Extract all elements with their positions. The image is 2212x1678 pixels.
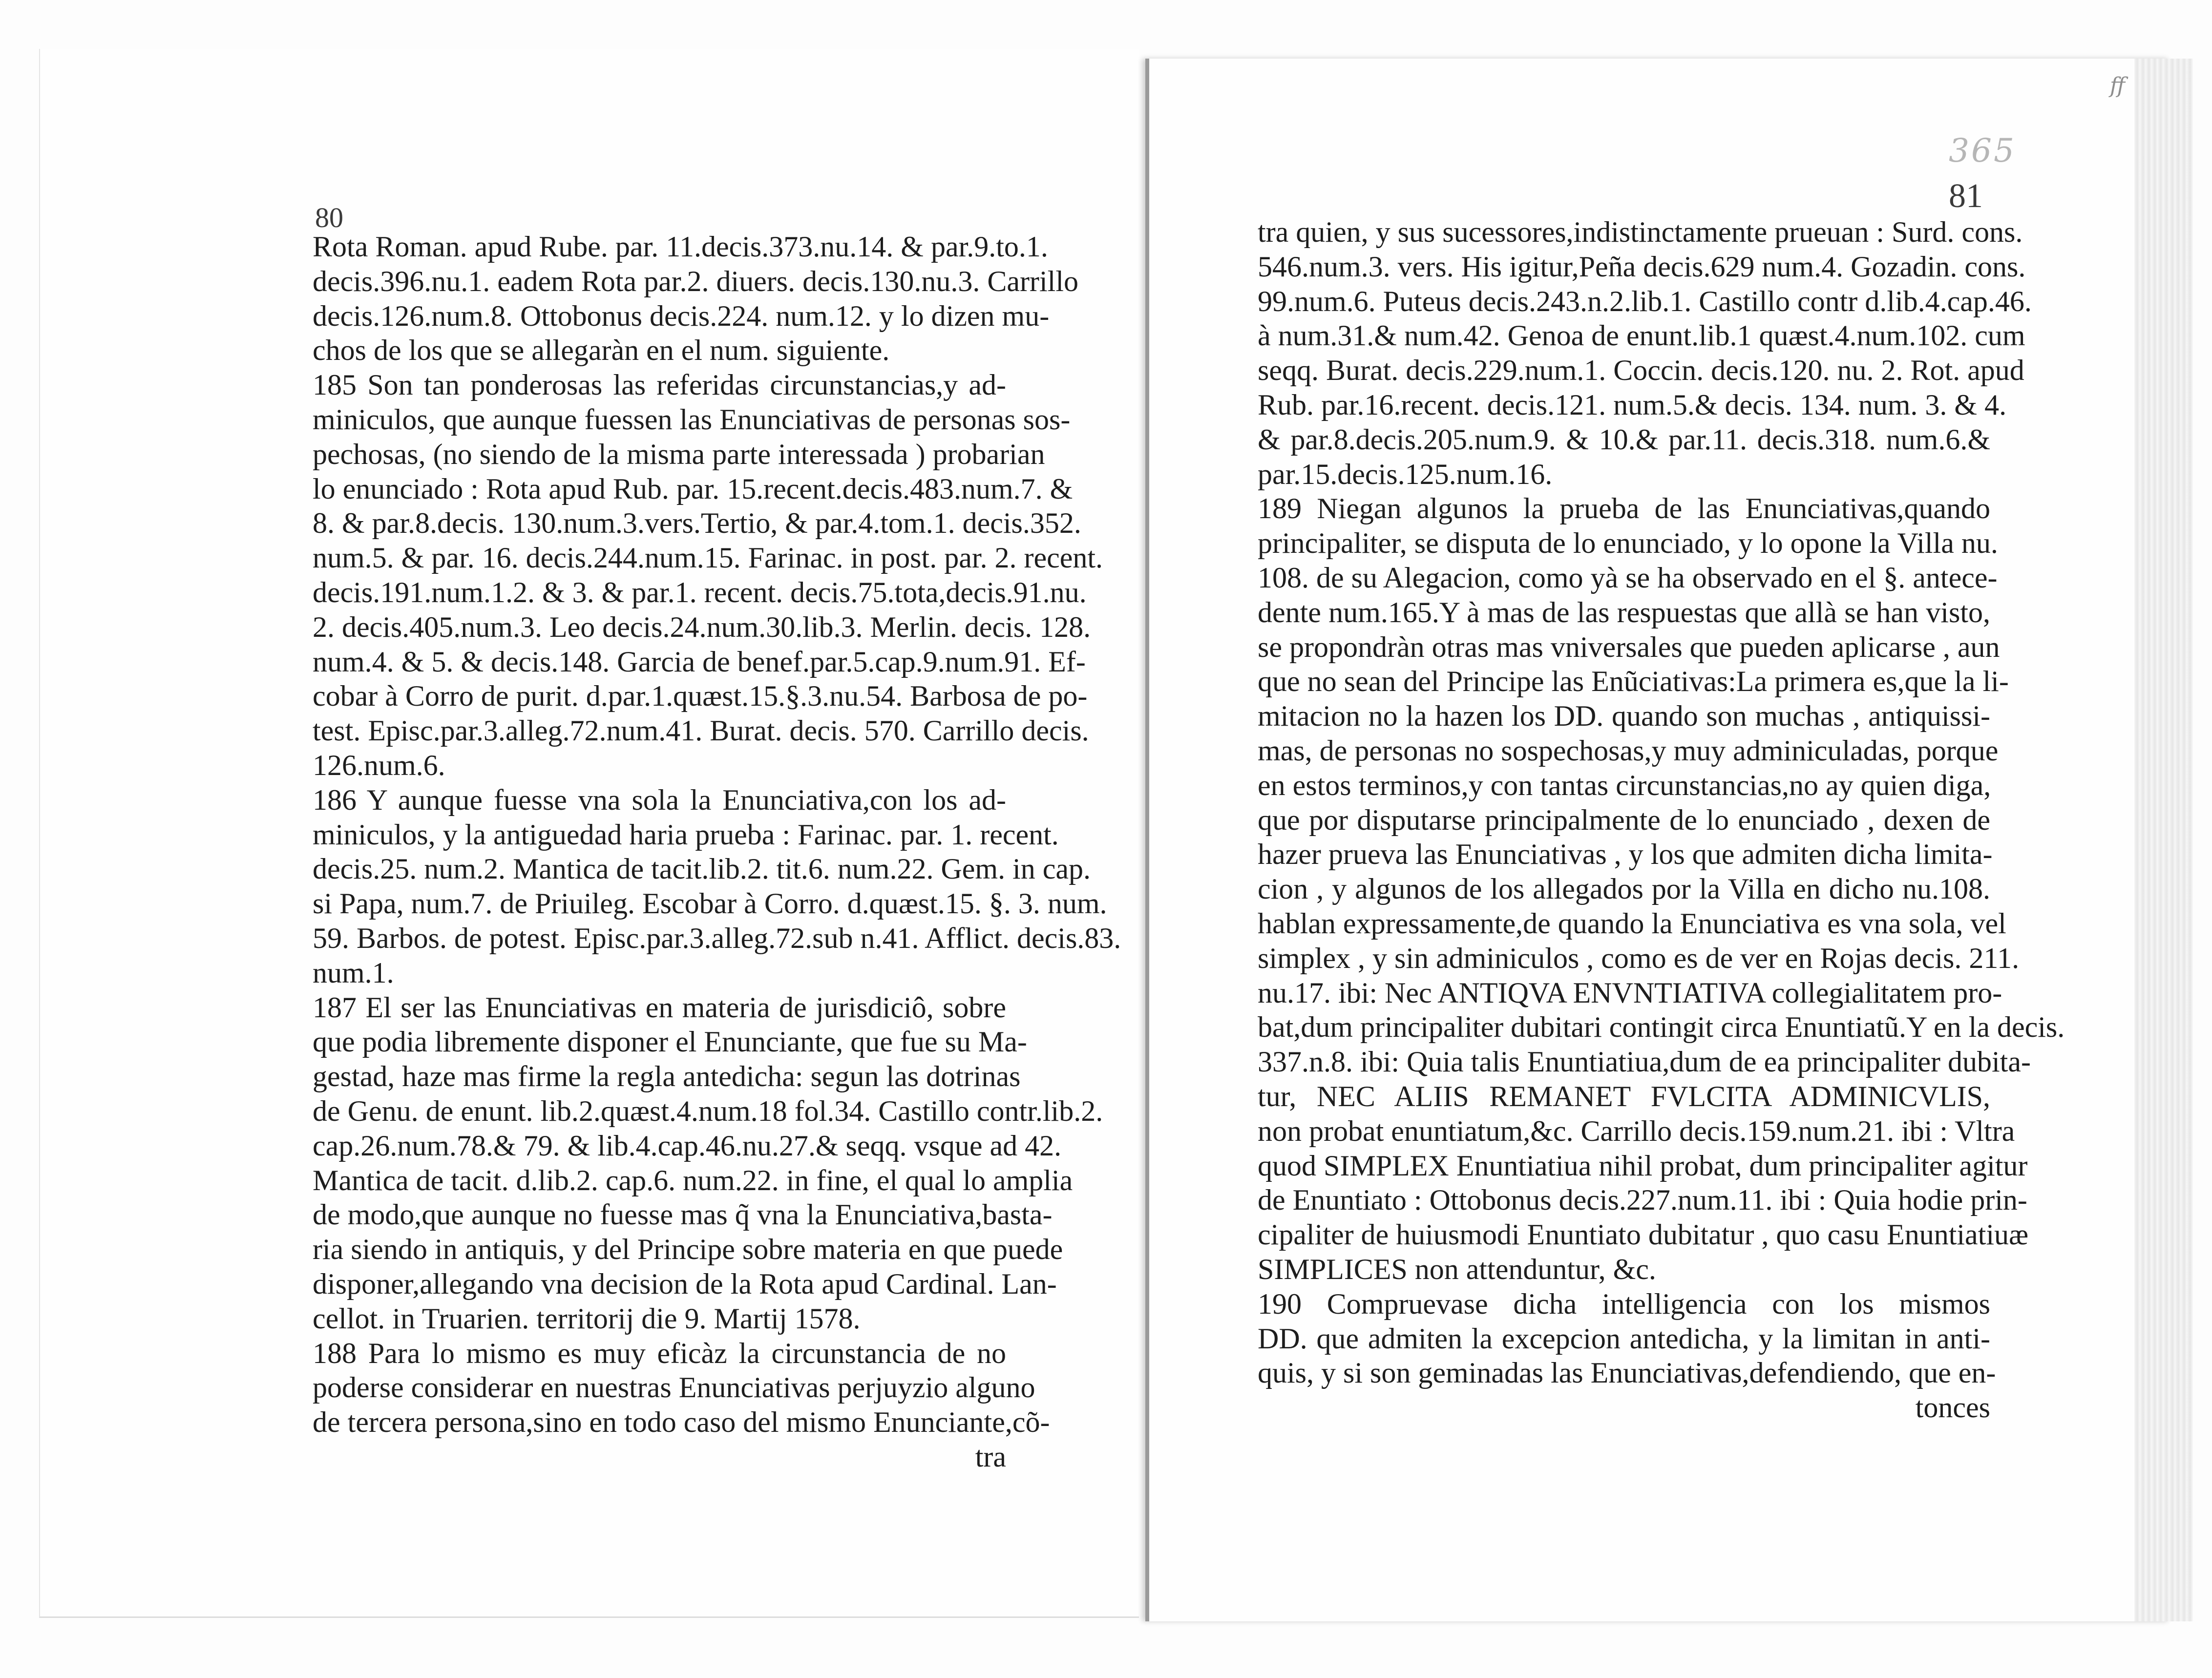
text-line: 186 Y aunque fuesse vna sola la Enunciativa,con los ad- — [313, 783, 1006, 816]
left-text-column — [313, 230, 1121, 1474]
text-line: en estos terminos,y con tantas circunstancias,no ay quien diga, — [1258, 769, 1991, 801]
text-line: principaliter, se disputa de lo enunciado, y lo opone la Villa nu. — [1258, 527, 1998, 560]
text-line: disponer,allegando vna decision de la Rota apud Cardinal. Lan- — [313, 1267, 1057, 1300]
text-line: mitacion no la hazen los DD. quando son muchas , antiquissi- — [1258, 700, 1990, 733]
text-line: tonces — [1915, 1391, 1990, 1424]
text-line: ria siendo in antiquis, y del Principe sobre materia en que puede — [313, 1233, 1063, 1266]
text-line: num.1. — [313, 956, 394, 989]
text-line: hazer prueva las Enunciativas , y los que admiten dicha limita- — [1258, 838, 1993, 871]
text-line: dente num.165.Y à mas de las respuestas que allà se han visto, — [1258, 596, 1990, 629]
text-line: 337.n.8. ibi: Quia talis Enuntiatiua,dum de ea principaliter dubita- — [1258, 1046, 2031, 1078]
text-line: 546.num.3. vers. His igitur,Peña decis.629 num.4. Gozadin. cons. — [1258, 250, 2026, 283]
text-line: decis.396.nu.1. eadem Rota par.2. diuers. decis.130.nu.3. Carrillo — [313, 265, 1078, 297]
text-line: de Enuntiato : Ottobonus decis.227.num.11. ibi : Quia hodie prin- — [1258, 1184, 2027, 1217]
text-line: tra — [975, 1440, 1006, 1473]
text-line: de Genu. de enunt. lib.2.quæst.4.num.18 fol.34. Castillo contr.lib.2. — [313, 1094, 1103, 1127]
text-line: cobar à Corro de purit. d.par.1.quæst.15.§.3.nu.54. Barbosa de po- — [313, 680, 1088, 713]
text-line: à num.31.& num.42. Genoa de enunt.lib.1 quæst.4.num.102. cum — [1258, 319, 2025, 352]
text-line: hablan expressamente,de quando la Enunciativa es vna sola, vel — [1258, 907, 2006, 940]
text-line: 185 Son tan ponderosas las referidas circunstancias,y ad- — [313, 369, 1006, 401]
text-line: cap.26.num.78.& 79. & lib.4.cap.46.nu.27.& seqq. vsque ad 42. — [313, 1129, 1062, 1162]
text-line: nu.17. ibi: Nec ANTIQVA ENVNTIATIVA collegialitatem pro- — [1258, 976, 2002, 1009]
left-page-number: 80 — [315, 202, 343, 233]
text-line: miniculos, que aunque fuessen las Enunciativas de personas sos- — [313, 403, 1071, 436]
text-line: 59. Barbos. de potest. Episc.par.3.alleg.72.sub n.41. Afflict. decis.83. — [313, 922, 1121, 954]
text-line: test. Episc.par.3.alleg.72.num.41. Burat. decis. 570. Carrillo decis. — [313, 714, 1089, 747]
text-line: num.4. & 5. & decis.148. Garcia de benef.par.5.cap.9.num.91. Ef- — [313, 645, 1086, 678]
text-line: 108. de su Alegacion, como yà se ha observado en el §. antece- — [1258, 561, 1998, 594]
right-text-column — [1258, 215, 2065, 1425]
handwritten-folio-number: 365 — [1949, 132, 2016, 169]
text-line: 188 Para lo mismo es muy eficàz la circunstancia de no — [313, 1337, 1006, 1369]
text-line: 99.num.6. Puteus decis.243.n.2.lib.1. Castillo contr d.lib.4.cap.46. — [1258, 285, 2032, 317]
text-line: cellot. in Truarien. territorij die 9. Martij 1578. — [313, 1302, 861, 1335]
text-line: decis.191.num.1.2. & 3. & par.1. recent. decis.75.tota,decis.91.nu. — [313, 576, 1087, 608]
text-line: seqq. Burat. decis.229.num.1. Coccin. decis.120. nu. 2. Rot. apud — [1258, 354, 2024, 387]
text-line: miniculos, y la antiguedad haria prueba : Farinac. par. 1. recent. — [313, 818, 1059, 851]
text-line: que no sean del Principe las Enũciativas:La primera es,que la li- — [1258, 665, 2009, 698]
text-line: tra quien, y sus sucessores,indistinctamente prueuan : Surd. cons. — [1258, 216, 2023, 248]
text-line: quis, y si son geminadas las Enunciativas,defendiendo, que en- — [1258, 1357, 1996, 1389]
text-line: 126.num.6. — [313, 749, 445, 781]
text-line: simplex , y sin adminiculos , como es de ver en Rojas decis. 211. — [1258, 942, 2020, 974]
text-line: que por disputarse principalmente de lo enunciado , dexen de — [1258, 803, 1990, 836]
text-line: si Papa, num.7. de Priuileg. Escobar à Corro. d.quæst.15. §. 3. num. — [313, 887, 1107, 920]
text-line: se propondràn otras mas vniversales que pueden aplicarse , aun — [1258, 630, 2000, 663]
text-line: & par.8.decis.205.num.9. & 10.& par.11. decis.318. num.6.& — [1258, 423, 1990, 456]
text-line: que podia libremente disponer el Enunciante, que fue su Ma- — [313, 1026, 1027, 1058]
text-line: num.5. & par. 16. decis.244.num.15. Farinac. in post. par. 2. recent. — [313, 542, 1103, 574]
text-line: tur, NEC ALIIS REMANET FVLCITA ADMINICVLIS, — [1258, 1080, 1990, 1112]
text-line: quod SIMPLEX Enuntiatiua nihil probat, dum principaliter agitur — [1258, 1149, 2028, 1182]
text-line: mas, de personas no sospechosas,y muy adminiculadas, porque — [1258, 734, 1999, 767]
text-line: Rub. par.16.recent. decis.121. num.5.& decis. 134. num. 3. & 4. — [1258, 388, 2007, 421]
text-line: decis.25. num.2. Mantica de tacit.lib.2. tit.6. num.22. Gem. in cap. — [313, 853, 1091, 885]
text-line: non probat enuntiatum,&c. Carrillo decis.159.num.21. ibi : Vltra — [1258, 1114, 2015, 1147]
text-line: DD. que admiten la excepcion antedicha, y la limitan in anti- — [1258, 1322, 1990, 1355]
text-line: gestad, haze mas firme la regla antedicha: segun las dotrinas — [313, 1060, 1021, 1093]
text-line: 2. decis.405.num.3. Leo decis.24.num.30.lib.3. Merlin. decis. 128. — [313, 610, 1091, 643]
text-line: bat,dum principaliter dubitari contingit circa Enuntiatũ.Y en la decis. — [1258, 1011, 2065, 1044]
text-line: 8. & par.8.decis. 130.num.3.vers.Tertio, & par.4.tom.1. decis.352. — [313, 507, 1081, 540]
text-line: de tercera persona,sino en todo caso del mismo Enunciante,cõ- — [313, 1406, 1050, 1439]
text-line: cion , y algunos de los allegados por la Villa en dicho nu.108. — [1258, 873, 1990, 905]
text-line: lo enunciado : Rota apud Rub. par. 15.recent.decis.483.num.7. & — [313, 472, 1073, 505]
text-line: 189 Niegan algunos la prueba de las Enunciativas,quando — [1258, 492, 1990, 525]
text-line: par.15.decis.125.num.16. — [1258, 458, 1553, 490]
right-page-number: 81 — [1949, 177, 1983, 215]
text-line: decis.126.num.8. Ottobonus decis.224. num.12. y lo dizen mu- — [313, 299, 1050, 332]
text-line: SIMPLICES non attenduntur, &c. — [1258, 1253, 1656, 1285]
page-edge-stack — [2134, 59, 2193, 1621]
text-line: 190 Compruevase dicha intelligencia con los mismos — [1258, 1287, 1990, 1320]
text-line: chos de los que se allegaràn en el num. siguiente. — [313, 334, 890, 367]
text-line: cipaliter de huiusmodi Enuntiato dubitatur , quo casu Enuntiatiuæ — [1258, 1218, 2029, 1251]
text-line: 187 El ser las Enunciativas en materia de jurisdiciô, sobre — [313, 991, 1006, 1024]
text-line: de modo,que aunque no fuesse mas q̃ vna la Enunciativa,basta- — [313, 1198, 1053, 1231]
text-line: Rota Roman. apud Rube. par. 11.decis.373.nu.14. & par.9.to.1. — [313, 231, 1048, 263]
text-line: pechosas, (no siendo de la misma parte interessada ) probarian — [313, 438, 1045, 470]
handwritten-corner-mark: ff — [2110, 73, 2126, 98]
text-line: poderse considerar en nuestras Enunciativas perjuyzio alguno — [313, 1371, 1035, 1404]
text-line: Mantica de tacit. d.lib.2. cap.6. num.22. in fine, el qual lo amplia — [313, 1164, 1073, 1196]
